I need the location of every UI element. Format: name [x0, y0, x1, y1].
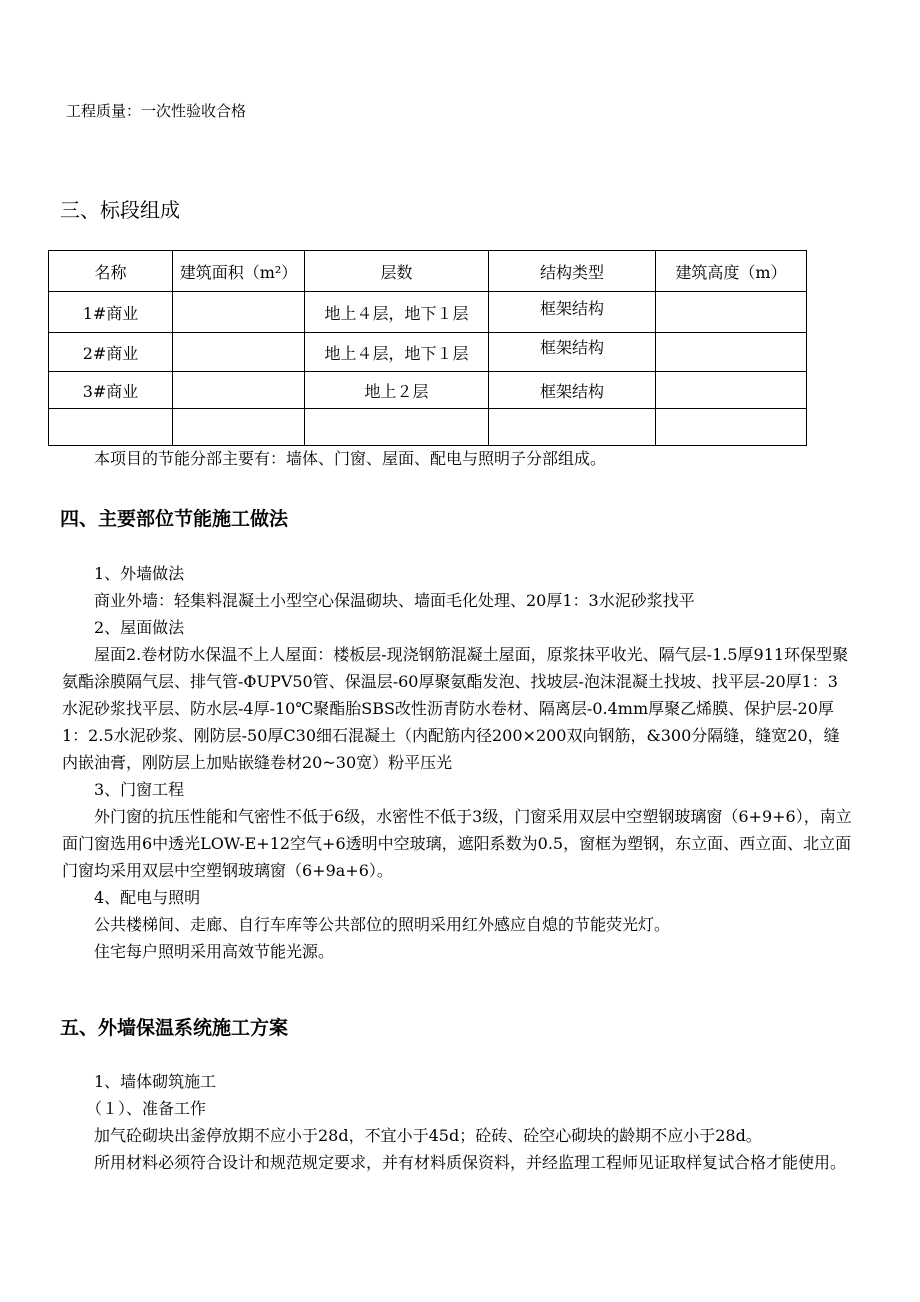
item-text: 商业外墙：轻集料混凝土小型空心保温砌块、墙面毛化处理、20厚1：3水泥砂浆找平 [94, 591, 695, 610]
section5-body [62, 1068, 852, 1176]
table-header: 层数 [305, 251, 489, 292]
table-cell: 3#商业 [49, 372, 173, 409]
item-label: 1、外墙做法 [94, 564, 185, 583]
section4-title: 四、主要部位节能施工做法 [60, 508, 289, 530]
table-cell: 地上２层 [305, 372, 489, 409]
paragraph: 加气砼砌块出釜停放期不应小于28d，不宜小于45d；砼砖、砼空心砌块的龄期不应小于28d。 [94, 1126, 762, 1145]
table-row [49, 372, 807, 409]
table-cell [656, 372, 807, 409]
table-header: 建筑高度（m） [656, 251, 807, 292]
table-cell: 地上４层，地下１层 [305, 292, 489, 333]
table-cell [173, 372, 305, 409]
item-text: 外门窗的抗压性能和气密性不低于6级，水密性不低于3级，门窗采用双层中空塑钢玻璃窗（6+9+6），南立面门窗选用6中透光LOW-E+12空气+6透明中空玻璃，遮阳系数为0.5，窗框为塑钢，东立面、西立面、北立面门窗均采用双层中空塑钢玻璃窗（6+9a+6）。 [62, 807, 852, 880]
table-cell [173, 292, 305, 333]
table-cell [656, 292, 807, 333]
section4-body [62, 560, 852, 965]
section3-title: 三、标段组成 [60, 198, 180, 222]
table-row [49, 292, 807, 333]
item-label: 2、屋面做法 [94, 618, 185, 637]
table-cell: 框架结构 [489, 372, 656, 409]
table-cell: 框架结构 [489, 292, 656, 333]
table-cell: 2#商业 [49, 333, 173, 372]
table-cell [173, 333, 305, 372]
section5-title: 五、外墙保温系统施工方案 [60, 1017, 289, 1039]
table-cell [489, 409, 656, 446]
table-cell [656, 333, 807, 372]
section3-note: 本项目的节能分部主要有：墙体、门窗、屋面、配电与照明子分部组成。 [94, 449, 607, 468]
table-cell [173, 409, 305, 446]
table-row [49, 333, 807, 372]
table-header: 名称 [49, 251, 173, 292]
item-label: 3、门窗工程 [94, 780, 185, 799]
table-cell: 框架结构 [489, 333, 656, 372]
item-text: 住宅每户照明采用高效节能光源。 [94, 942, 335, 961]
table-cell: 1#商业 [49, 292, 173, 333]
segment-table [48, 250, 807, 446]
table-header: 建筑面积（m²） [173, 251, 305, 292]
sub-heading: （１）、准备工作 [86, 1099, 207, 1118]
sub-heading: 1、墙体砌筑施工 [94, 1072, 217, 1091]
table-cell [305, 409, 489, 446]
paragraph: 所用材料必须符合设计和规范规定要求，并有材料质保资料，并经监理工程师见证取样复试合格才能使用。 [94, 1153, 847, 1172]
quality-line: 工程质量：一次性验收合格 [66, 102, 247, 120]
table-header: 结构类型 [489, 251, 656, 292]
item-text: 屋面2.卷材防水保温不上人屋面：楼板层-现浇钢筋混凝土屋面，原浆抹平收光、隔气层-1.5厚911环保型聚氨酯涂膜隔气层、排气管-ΦUPV50管、保温层-60厚聚氨酯发泡、找坡层-泡沫混凝土找坡、找平层-20厚1：3水泥砂浆找平层、防水层-4厚-10℃聚酯胎SBS改性沥青防水卷材、隔离层-0.4mm厚聚乙烯膜、保护层-20厚1：2.5水泥砂浆、刚防层-50厚C30细石混凝土（内配筋内径200×200双向钢筋，&300分隔缝，缝宽20，缝内嵌油膏，刚防层上加贴嵌缝卷材20~30宽）粉平压光 [62, 645, 849, 772]
table-row [49, 409, 807, 446]
table-cell: 地上４层，地下１层 [305, 333, 489, 372]
item-text: 公共楼梯间、走廊、自行车库等公共部位的照明采用红外感应自熄的节能荧光灯。 [94, 915, 671, 934]
table-cell [656, 409, 807, 446]
table-header-row [49, 251, 807, 292]
table-cell [49, 409, 173, 446]
item-label: 4、配电与照明 [94, 888, 201, 907]
